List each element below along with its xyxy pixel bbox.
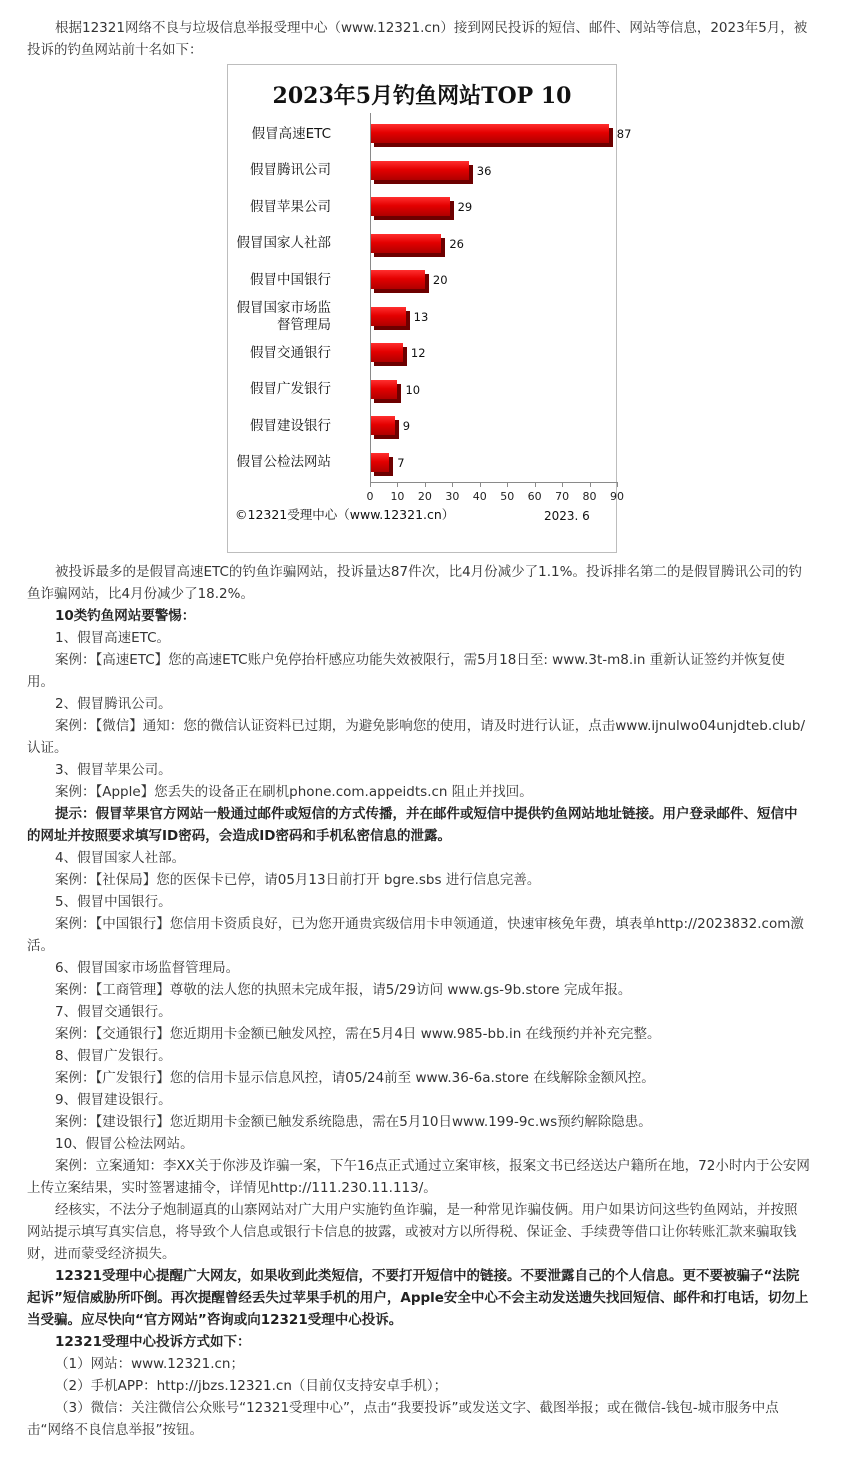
category-label bbox=[232, 381, 331, 398]
x-tick-label: 40 bbox=[472, 490, 487, 503]
category-label bbox=[232, 454, 331, 471]
category-label bbox=[232, 272, 331, 289]
x-tick bbox=[617, 482, 618, 487]
article-paragraph: 案例：【中国银行】您信用卡资质良好，已为您开通贵宾级信用卡申领通道，快速审核免年费，填表单http://2023832.com激活。 bbox=[27, 916, 804, 954]
article-paragraph: 12321受理中心投诉方式如下： bbox=[55, 1334, 251, 1350]
article-paragraph: 被投诉最多的是假冒高速ETC的钓鱼诈骗网站，投诉量达87件次，比4月份减少了1.1%。投诉排名第二的是假冒腾讯公司的钓鱼诈骗网站，比4月份减少了18.2%。 bbox=[27, 564, 802, 602]
article-paragraph: 8、假冒广发银行。 bbox=[55, 1048, 172, 1064]
bar bbox=[370, 234, 441, 253]
article-paragraph: 案例：【工商管理】尊敬的法人您的执照未完成年报，请5/29访问 www.gs-9b.store 完成年报。 bbox=[55, 982, 632, 998]
data-label: 87 bbox=[616, 127, 632, 141]
category-label-line: 假冒苹果公司 bbox=[250, 198, 331, 215]
data-label: 9 bbox=[402, 419, 411, 433]
article-paragraph: 6、假冒国家市场监督管理局。 bbox=[55, 960, 240, 976]
x-tick bbox=[507, 482, 508, 487]
x-axis-line bbox=[370, 482, 618, 483]
article-paragraph: 5、假冒中国银行。 bbox=[55, 894, 172, 910]
category-label-line: 假冒腾讯公司 bbox=[250, 162, 331, 178]
data-label: 13 bbox=[413, 309, 429, 324]
article-paragraph: 12321受理中心提醒广大网友，如果收到此类短信，不要打开短信中的链接。不要泄露自己的个人信息。更不要被骗子“法院起诉”短信威胁所吓倒。再次提醒曾经丢失过苹果手机的用户，Apple安全中心不会主动发送遗失找回短信、邮件和打电话，切勿上当受骗。应尽快向“官方网站”咨询或向12321受理中心投诉。 bbox=[27, 1268, 809, 1328]
data-label: 29 bbox=[457, 200, 473, 214]
intro-paragraph: 根据12321网络不良与垃圾信息举报受理中心（www.12321.cn）接到网民投诉的短信、邮件、网站等信息，2023年5月，被投诉的钓鱼网站前十名如下： bbox=[27, 20, 808, 58]
bar bbox=[370, 270, 425, 289]
article-paragraph: 案例：【高速ETC】您的高速ETC账户免停抬杆感应功能失效被限行，需5月18日至: www.3t-m8.in 重新认证签约并恢复使用。 bbox=[27, 652, 785, 690]
article-paragraph: 案例：【Apple】您丢失的设备正在刷机phone.com.appeidts.cn 阻止并找回。 bbox=[55, 784, 533, 800]
x-tick-label: 90 bbox=[610, 490, 624, 503]
category-label-line: 假冒高速ETC bbox=[251, 125, 331, 142]
x-tick-label: 20 bbox=[417, 490, 432, 503]
chart-container bbox=[27, 64, 810, 557]
data-label: 7 bbox=[397, 455, 405, 470]
x-tick bbox=[452, 482, 453, 487]
bar bbox=[370, 453, 389, 472]
x-tick bbox=[480, 482, 481, 487]
category-label bbox=[232, 199, 331, 216]
category-label bbox=[232, 418, 331, 435]
bar bbox=[370, 197, 450, 216]
x-tick-label: 80 bbox=[582, 490, 597, 503]
x-tick-label: 60 bbox=[527, 490, 542, 503]
bar bbox=[370, 343, 403, 362]
category-label-line: 假冒建设银行 bbox=[250, 417, 331, 434]
article-paragraph: 经核实，不法分子炮制逼真的山寨网站对广大用户实施钓鱼诈骗，是一种常见诈骗伎俩。用户如果访问这些钓鱼网站，并按照网站提示填写真实信息，将导致个人信息或银行卡信息的披露，或被对方以所得税、保证金、手续费等借口让你转账汇款来骗取钱财，进而蒙受经济损失。 bbox=[27, 1202, 798, 1262]
category-label bbox=[232, 345, 331, 362]
chart-credit: ©12321受理中心（www.12321.cn） bbox=[235, 507, 455, 522]
data-label: 26 bbox=[449, 236, 464, 251]
x-tick bbox=[562, 482, 563, 487]
article-paragraph: 9、假冒建设银行。 bbox=[55, 1092, 172, 1108]
category-label-line: 假冒广发银行 bbox=[250, 381, 331, 397]
category-label bbox=[232, 162, 331, 179]
article-paragraph: 案例：【交通银行】您近期用卡金额已触发风控，需在5月4日 www.985-bb.in 在线预约并补充完整。 bbox=[55, 1026, 661, 1042]
article-paragraph: 案例：立案通知：李XX关于你涉及诈骗一案，下午16点正式通过立案审核，报案文书已经送达户籍所在地，72小时内于公安网上传立案结果，实时签署逮捕令，详情见http://111.230.11.113/。 bbox=[27, 1158, 810, 1196]
x-tick-label: 10 bbox=[390, 490, 405, 503]
article-paragraph: 案例：【社保局】您的医保卡已停，请05月13日前打开 bgre.sbs 进行信息完善。 bbox=[55, 872, 541, 888]
bar bbox=[370, 307, 406, 326]
category-label bbox=[232, 235, 331, 252]
chart-title: 2023年5月钓鱼网站TOP 10 bbox=[272, 83, 572, 109]
x-tick bbox=[370, 482, 371, 487]
article-paragraph: 7、假冒交通银行。 bbox=[55, 1004, 172, 1020]
article-paragraph: 案例：【微信】通知：您的微信认证资料已过期，为避免影响您的使用，请及时进行认证，点击www.ijnulwo04unjdteb.club/认证。 bbox=[27, 718, 806, 756]
article-body bbox=[27, 561, 810, 1441]
category-label-line: 督管理局 bbox=[277, 316, 331, 333]
category-label bbox=[232, 126, 331, 143]
data-label: 36 bbox=[476, 163, 492, 178]
data-label: 12 bbox=[410, 346, 426, 360]
bar bbox=[370, 380, 397, 399]
bar bbox=[370, 161, 469, 180]
category-label-line: 假冒中国银行 bbox=[250, 271, 331, 288]
article-paragraph: 10、假冒公检法网站。 bbox=[55, 1136, 194, 1152]
x-tick bbox=[397, 482, 398, 487]
data-label: 20 bbox=[432, 273, 448, 287]
bar bbox=[370, 124, 609, 143]
x-tick-label: 0 bbox=[366, 490, 374, 503]
category-label-line: 假冒公检法网站 bbox=[236, 454, 331, 470]
article-paragraph: （1）网站：www.12321.cn； bbox=[55, 1356, 244, 1372]
article-paragraph: 10类钓鱼网站要警惕： bbox=[55, 608, 196, 624]
article-paragraph: 1、假冒高速ETC。 bbox=[55, 630, 171, 646]
x-tick bbox=[425, 482, 426, 487]
article-paragraph: 4、假冒国家人社部。 bbox=[55, 850, 186, 866]
article-paragraph: 案例：【广发银行】您的信用卡显示信息风控，请05/24前至 www.36-6a.store 在线解除金额风控。 bbox=[55, 1070, 655, 1086]
article-paragraph: （2）手机APP：http://jbzs.12321.cn（目前仅支持安卓手机）； bbox=[55, 1378, 448, 1394]
x-tick-label: 50 bbox=[500, 490, 515, 503]
x-tick bbox=[535, 482, 536, 487]
y-axis-line bbox=[370, 113, 371, 482]
data-label: 10 bbox=[405, 382, 421, 397]
category-label-line: 假冒国家市场监 bbox=[236, 299, 331, 316]
article-paragraph: （3）微信：关注微信公众账号“12321受理中心”，点击“我要投诉”或发送文字、截图举报；或在微信-钱包-城市服务中点击“网络不良信息举报”按钮。 bbox=[27, 1400, 779, 1438]
category-label-line: 假冒国家人社部 bbox=[236, 235, 331, 251]
bar bbox=[370, 416, 395, 435]
article-paragraph: 2、假冒腾讯公司。 bbox=[55, 696, 172, 712]
x-tick bbox=[590, 482, 591, 487]
category-label bbox=[232, 300, 331, 334]
category-label-line: 假冒交通银行 bbox=[250, 344, 331, 361]
x-tick-label: 30 bbox=[445, 490, 460, 503]
article-paragraph: 3、假冒苹果公司。 bbox=[55, 762, 172, 778]
chart-date: 2023. 6 bbox=[544, 509, 590, 523]
x-tick-label: 70 bbox=[555, 490, 570, 503]
phishing-top10-chart bbox=[227, 64, 632, 553]
article-paragraph: 提示：假冒苹果官方网站一般通过邮件或短信的方式传播，并在邮件或短信中提供钓鱼网站地址链接。用户登录邮件、短信中的网址并按照要求填写ID密码，会造成ID密码和手机私密信息的泄露。 bbox=[27, 806, 798, 844]
article-paragraph: 案例：【建设银行】您近期用卡金额已触发系统隐患，需在5月10日www.199-9c.ws预约解除隐患。 bbox=[55, 1114, 652, 1130]
